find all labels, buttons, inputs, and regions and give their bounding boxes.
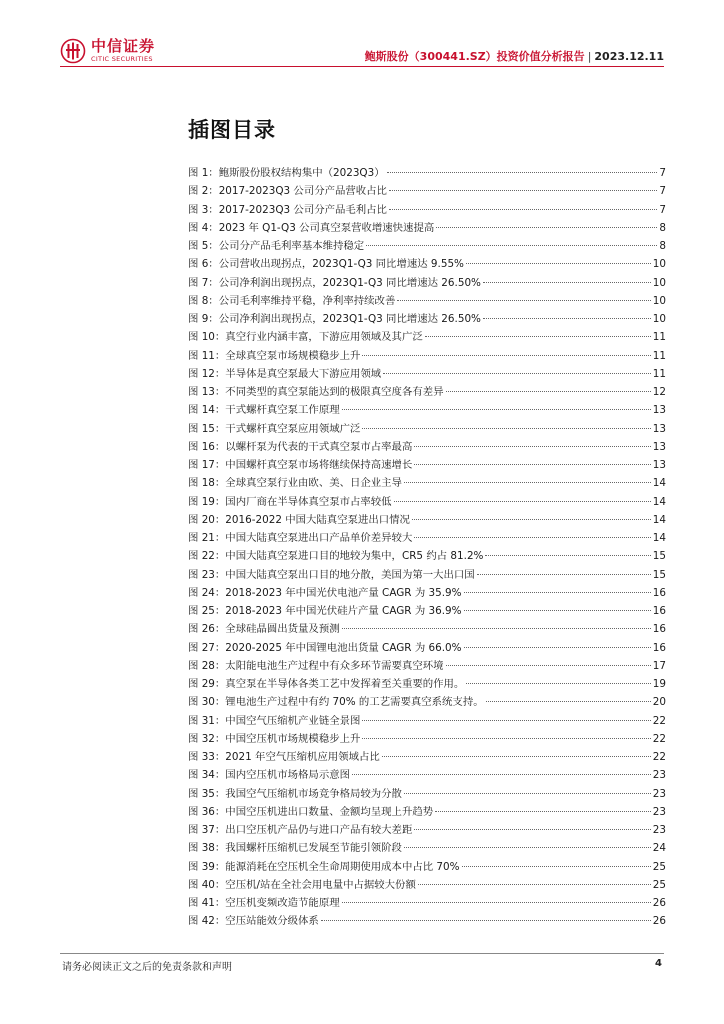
toc-entry-label: 图 3：2017-2023Q3 公司分产品毛利占比 (188, 203, 387, 216)
toc-entry-page: 15 (652, 550, 666, 563)
toc-entry-label: 图 15：干式螺杆真空泵应用领域广泛 (188, 422, 361, 435)
toc-entry[interactable] (188, 748, 666, 766)
header-separator: | (587, 50, 592, 63)
toc-entry-label: 图 10：真空行业内涵丰富，下游应用领域及其广泛 (188, 331, 423, 344)
toc-leader-dots (483, 282, 651, 283)
toc-entry-label: 图 1：鲍斯股份股权结构集中（2023Q3） (188, 167, 385, 179)
toc-entry[interactable] (188, 566, 666, 584)
toc-entry-label: 图 31：中国空气压缩机产业链全景图 (188, 714, 361, 727)
toc-leader-dots (464, 647, 651, 648)
toc-leader-dots (483, 318, 651, 319)
toc-entry[interactable] (188, 858, 666, 876)
toc-entry[interactable] (188, 584, 666, 602)
toc-entry[interactable] (188, 292, 666, 310)
toc-entry-page: 24 (652, 842, 666, 855)
toc-entry-label: 图 42：空压站能效分级体系 (188, 915, 319, 928)
toc-leader-dots (362, 355, 650, 356)
toc-entry-page: 14 (652, 495, 666, 508)
toc-entry-label: 图 27：2020-2025 年中国锂电池出货量 CAGR 为 66.0% (188, 641, 462, 654)
toc-entry-label: 图 2：2017-2023Q3 公司分产品营收占比 (188, 185, 387, 198)
toc-entry[interactable] (188, 839, 666, 857)
toc-entry-page: 23 (652, 824, 666, 836)
toc-entry-page: 13 (652, 404, 666, 417)
toc-entry-page: 23 (652, 769, 666, 782)
toc-entry[interactable] (188, 347, 666, 365)
toc-entry[interactable] (188, 201, 666, 219)
toc-entry[interactable] (188, 182, 666, 200)
header-divider (60, 66, 664, 67)
toc-leader-dots (414, 446, 650, 447)
toc-leader-dots (414, 829, 650, 830)
toc-entry-label: 图 14：干式螺杆真空泵工作原理 (188, 404, 340, 417)
toc-entry[interactable] (188, 383, 666, 401)
toc-leader-dots (462, 866, 651, 867)
toc-leader-dots (414, 537, 650, 538)
toc-entry[interactable] (188, 456, 666, 474)
toc-entry-page: 16 (652, 623, 666, 636)
toc-entry[interactable] (188, 420, 666, 438)
toc-entry-label: 图 37：出口空压机产品仍与进口产品有较大差距 (188, 824, 413, 836)
page-number: 4 (655, 958, 662, 969)
footer-divider (60, 953, 664, 954)
page-title: 插图目录 (188, 118, 276, 142)
toc-entry-page: 25 (652, 860, 666, 873)
toc-entry-label: 图 41：空压机变频改造节能原理 (188, 897, 340, 909)
toc-entry-page: 8 (659, 221, 666, 234)
toc-leader-dots (464, 610, 651, 611)
toc-leader-dots (362, 738, 650, 739)
toc-entry[interactable] (188, 365, 666, 383)
toc-entry-label: 图 21：中国大陆真空泵进出口产品单价差异较大 (188, 532, 413, 544)
brand-name-en: CITIC SECURITIES (91, 55, 153, 64)
toc-entry-page: 10 (652, 258, 666, 271)
toc-entry-page: 13 (652, 422, 666, 435)
toc-entry[interactable] (188, 912, 666, 930)
toc-entry-page: 8 (659, 240, 666, 252)
toc-entry-page: 10 (652, 294, 666, 307)
toc-entry-label: 图 7：公司净利润出现拐点，2023Q1-Q3 同比增速达 26.50% (188, 276, 481, 289)
toc-entry[interactable] (188, 894, 666, 912)
toc-entry[interactable] (188, 730, 666, 748)
toc-entry[interactable] (188, 511, 666, 529)
toc-entry-page: 11 (652, 331, 666, 344)
toc-entry[interactable] (188, 712, 666, 730)
toc-entry[interactable] (188, 274, 666, 292)
toc-leader-dots (464, 592, 651, 593)
toc-leader-dots (321, 920, 651, 921)
toc-entry-label: 图 20：2016-2022 中国大陆真空泵进出口情况 (188, 513, 410, 526)
toc-entry-page: 14 (652, 532, 666, 544)
toc-entry-page: 10 (652, 276, 666, 289)
toc-leader-dots (404, 847, 651, 848)
toc-entry[interactable] (188, 657, 666, 675)
toc-entry-page: 10 (652, 313, 666, 325)
toc-entry-label: 图 24：2018-2023 年中国光伏电池产量 CAGR 为 35.9% (188, 586, 462, 599)
toc-entry-page: 16 (652, 586, 666, 599)
toc-entry[interactable] (188, 876, 666, 894)
toc-entry-label: 图 35：我国空气压缩机市场竞争格局较为分散 (188, 787, 402, 800)
toc-leader-dots (486, 701, 651, 702)
toc-entry-label: 图 26：全球硅晶圆出货量及预测 (188, 623, 340, 636)
toc-entry[interactable] (188, 766, 666, 784)
toc-entry[interactable] (188, 255, 666, 273)
toc-entry-page: 16 (652, 641, 666, 654)
toc-entry-label: 图 36：中国空压机进出口数量、金额均呈现上升趋势 (188, 805, 434, 818)
footer-disclaimer: 请务必阅读正文之后的免责条款和声明 (62, 962, 232, 973)
toc-leader-dots (383, 373, 651, 374)
toc-entry-label: 图 28：太阳能电池生产过程中有众多环节需要真空环境 (188, 659, 444, 672)
toc-entry[interactable] (188, 474, 666, 492)
toc-entry-page: 7 (659, 167, 666, 179)
toc-entry-page: 26 (652, 915, 666, 928)
toc-entry[interactable] (188, 237, 666, 255)
toc-entry-page: 15 (652, 568, 666, 581)
report-header (365, 48, 664, 64)
toc-entry-label: 图 8：公司毛利率维持平稳，净利率持续改善 (188, 294, 396, 307)
toc-entry[interactable] (188, 639, 666, 657)
toc-entry[interactable] (188, 547, 666, 565)
toc-entry[interactable] (188, 821, 666, 839)
toc-leader-dots (446, 665, 651, 666)
toc-entry-label: 图 6：公司营收出现拐点，2023Q1-Q3 同比增速达 9.55% (188, 258, 464, 271)
toc-entry-page: 23 (652, 787, 666, 800)
toc-entry[interactable] (188, 328, 666, 346)
toc-entry-page: 7 (659, 185, 666, 198)
toc-entry-page: 23 (652, 805, 666, 818)
toc-leader-dots (466, 263, 651, 264)
toc-entry-label: 图 19：国内厂商在半导体真空泵市占率较低 (188, 495, 392, 508)
toc-entry-label: 图 25：2018-2023 年中国光伏硅片产量 CAGR 为 36.9% (188, 605, 462, 617)
toc-entry-label: 图 23：中国大陆真空泵出口目的地分散，美国为第一大出口国 (188, 568, 475, 581)
toc-leader-dots (366, 245, 657, 246)
toc-entry-label: 图 5：公司分产品毛利率基本维持稳定 (188, 240, 365, 252)
toc-entry-page: 26 (652, 897, 666, 909)
toc-entry-page: 22 (652, 714, 666, 727)
toc-entry-label: 图 29：真空泵在半导体各类工艺中发挥着至关重要的作用。 (188, 678, 465, 690)
toc-entry[interactable] (188, 620, 666, 638)
toc-entry-page: 7 (659, 203, 666, 216)
toc-entry-page: 13 (652, 440, 666, 453)
brand-name-cn: 中信证券 (91, 37, 156, 56)
toc-leader-dots (435, 811, 651, 812)
toc-leader-dots (362, 428, 650, 429)
toc-entry-page: 17 (652, 659, 666, 672)
toc-leader-dots (342, 902, 651, 903)
toc-leader-dots (404, 793, 651, 794)
toc-leader-dots (425, 336, 651, 337)
toc-entry[interactable] (188, 493, 666, 511)
toc-entry[interactable] (188, 164, 666, 182)
toc-entry-page: 14 (652, 513, 666, 526)
toc-entry-label: 图 30：锂电池生产过程中有约 70% 的工艺需要真空系统支持。 (188, 696, 484, 709)
toc-leader-dots (485, 555, 650, 556)
toc-entry-label: 图 39：能源消耗在空压机全生命周期使用成本中占比 70% (188, 860, 460, 873)
report-title: 鲍斯股份（300441.SZ）投资价值分析报告 (364, 50, 585, 63)
toc-entry[interactable] (188, 693, 666, 711)
toc-entry-page: 12 (652, 386, 666, 398)
toc-leader-dots (446, 391, 651, 392)
figure-index-list (188, 164, 666, 931)
toc-entry[interactable] (188, 675, 666, 693)
toc-entry-label: 图 4：2023 年 Q1-Q3 公司真空泵营收增速快速提高 (188, 221, 435, 234)
toc-entry[interactable] (188, 438, 666, 456)
toc-leader-dots (412, 519, 651, 520)
toc-entry-page: 22 (652, 732, 666, 745)
toc-entry-label: 图 17：中国螺杆真空泵市场将继续保持高速增长 (188, 459, 413, 471)
brand-logo (60, 36, 155, 66)
toc-leader-dots (362, 720, 650, 721)
toc-leader-dots (389, 190, 657, 191)
toc-leader-dots (342, 409, 651, 410)
toc-entry-label: 图 18：全球真空泵行业由欧、美、日企业主导 (188, 477, 402, 490)
toc-entry-label: 图 22：中国大陆真空泵进口目的地较为集中，CR5 约占 81.2% (188, 550, 484, 563)
toc-leader-dots (389, 209, 657, 210)
toc-entry-label: 图 33：2021 年空气压缩机应用领域占比 (188, 751, 380, 763)
toc-entry[interactable] (188, 602, 666, 620)
toc-leader-dots (418, 884, 651, 885)
toc-entry-page: 13 (652, 459, 666, 471)
toc-leader-dots (382, 756, 651, 757)
toc-entry[interactable] (188, 401, 666, 419)
toc-leader-dots (394, 501, 651, 502)
toc-entry-page: 20 (652, 696, 666, 709)
toc-entry[interactable] (188, 529, 666, 547)
toc-leader-dots (436, 227, 657, 228)
toc-entry-page: 22 (652, 751, 666, 763)
toc-leader-dots (404, 482, 651, 483)
toc-entry[interactable] (188, 803, 666, 821)
toc-entry-label: 图 9：公司净利润出现拐点，2023Q1-Q3 同比增速达 26.50% (188, 313, 481, 325)
toc-entry[interactable] (188, 785, 666, 803)
toc-leader-dots (414, 464, 650, 465)
toc-entry-label: 图 40：空压机/站在全社会用电量中占据较大份额 (188, 878, 416, 891)
toc-entry-label: 图 13：不同类型的真空泵能达到的极限真空度各有差异 (188, 386, 444, 398)
toc-entry-label: 图 12：半导体是真空泵最大下游应用领域 (188, 367, 382, 380)
toc-entry-label: 图 11：全球真空泵市场规模稳步上升 (188, 349, 361, 362)
toc-entry-label: 图 16：以螺杆泵为代表的干式真空泵市占率最高 (188, 440, 413, 453)
toc-entry-page: 11 (652, 367, 666, 380)
toc-leader-dots (397, 300, 650, 301)
toc-leader-dots (352, 774, 651, 775)
toc-entry-page: 11 (652, 349, 666, 362)
toc-entry-label: 图 32：中国空压机市场规模稳步上升 (188, 732, 361, 745)
toc-leader-dots (466, 683, 650, 684)
toc-entry-label: 图 34：国内空压机市场格局示意图 (188, 769, 350, 782)
toc-entry-label: 图 38：我国螺杆压缩机已发展至节能引领阶段 (188, 842, 402, 855)
toc-entry-page: 25 (652, 878, 666, 891)
toc-leader-dots (477, 574, 651, 575)
toc-entry[interactable] (188, 310, 666, 328)
toc-entry-page: 16 (652, 605, 666, 617)
toc-entry[interactable] (188, 219, 666, 237)
report-date: 2023.12.11 (594, 50, 664, 63)
citic-logo-icon (60, 38, 86, 64)
toc-entry-page: 19 (652, 678, 666, 690)
toc-leader-dots (387, 172, 658, 173)
toc-entry-page: 14 (652, 477, 666, 490)
toc-leader-dots (342, 628, 651, 629)
